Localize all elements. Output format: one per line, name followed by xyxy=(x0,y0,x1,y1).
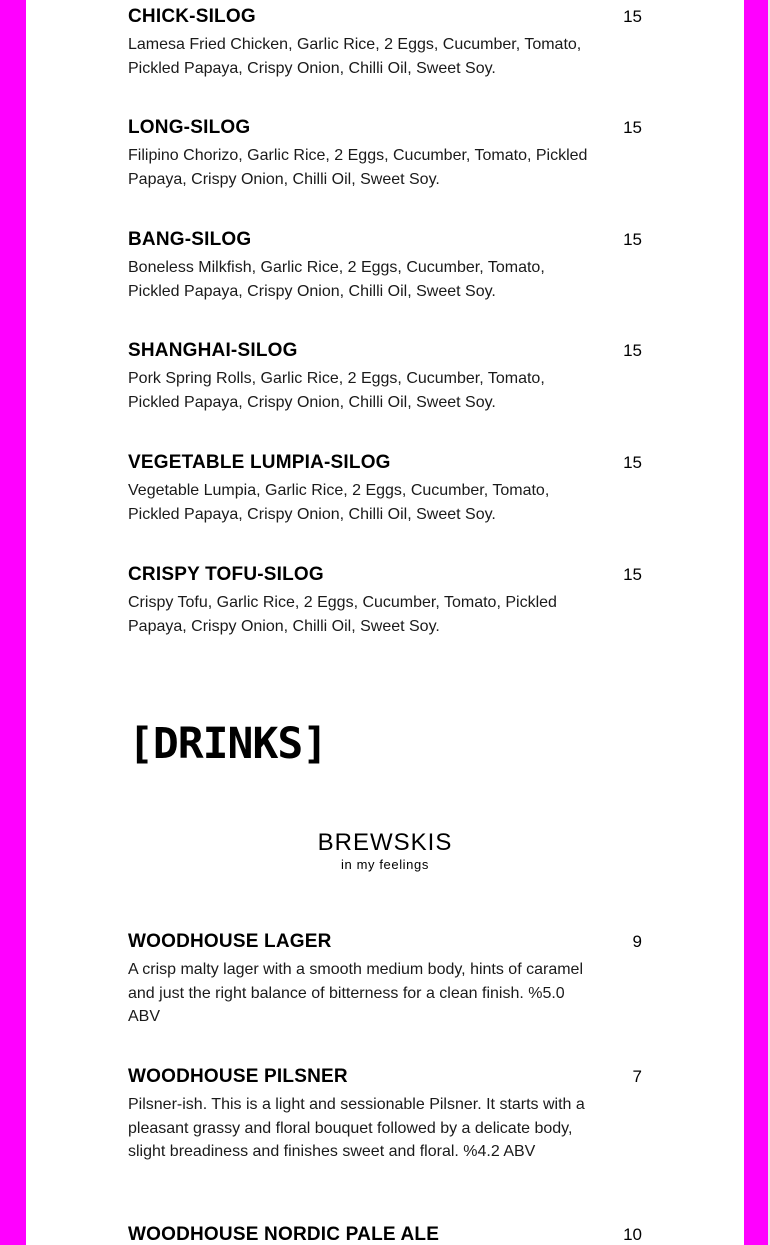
menu-item-description: Boneless Milkfish, Garlic Rice, 2 Eggs, Cucumber, Tomato, Pickled Papaya, Crispy Onion, Chilli Oil, Sweet Soy. xyxy=(128,259,545,300)
menu-item-price: 7 xyxy=(632,1067,642,1086)
menu-page xyxy=(26,0,744,1245)
menu-item-name: WOODHOUSE PILSNER xyxy=(128,1066,348,1087)
menu-item-description: Pork Spring Rolls, Garlic Rice, 2 Eggs, Cucumber, Tomato, Pickled Papaya, Crispy Onion, Chilli Oil, Sweet Soy. xyxy=(128,370,545,411)
menu-item-price: 10 xyxy=(623,1225,642,1244)
menu-item-price: 9 xyxy=(632,932,642,951)
menu-item-description: Pilsner-ish. This is a light and sessionable Pilsner. It starts with a pleasant grassy and floral bouquet followed by a delicate body, slight breadiness and finishes sweet and floral. %4.2 ABV xyxy=(128,1096,585,1160)
menu-item-description: Lamesa Fried Chicken, Garlic Rice, 2 Eggs, Cucumber, Tomato, Pickled Papaya, Crispy Onion, Chilli Oil, Sweet Soy. xyxy=(128,36,582,77)
menu-item-price: 15 xyxy=(623,453,642,472)
menu-item-bang-silog xyxy=(128,229,642,309)
menu-item-name: LONG-SILOG xyxy=(128,117,251,138)
menu-item-description: A crisp malty lager with a smooth medium body, hints of caramel and just the right balance of bitterness for a clean finish. %5.0 ABV xyxy=(128,961,583,1025)
menu-item-price: 15 xyxy=(623,230,642,249)
menu-item-name: CRISPY TOFU-SILOG xyxy=(128,564,324,585)
menu-item-name: BANG-SILOG xyxy=(128,229,252,250)
subsection-header-brewskis xyxy=(26,829,744,873)
menu-item-crispy-tofu-silog xyxy=(128,564,642,644)
subsection-title: BREWSKIS xyxy=(317,829,453,856)
menu-item-name: WOODHOUSE LAGER xyxy=(128,931,332,952)
menu-item-description: Filipino Chorizo, Garlic Rice, 2 Eggs, Cucumber, Tomato, Pickled Papaya, Crispy Onion, Chilli Oil, Sweet Soy. xyxy=(128,147,588,188)
menu-item-price: 15 xyxy=(623,341,642,360)
menu-item-description: Vegetable Lumpia, Garlic Rice, 2 Eggs, Cucumber, Tomato, Pickled Papaya, Crispy Onion, Chilli Oil, Sweet Soy. xyxy=(128,482,550,523)
menu-item-price: 15 xyxy=(623,565,642,584)
menu-item-name: CHICK-SILOG xyxy=(128,6,256,27)
menu-item-price: 15 xyxy=(623,7,642,26)
menu-item-woodhouse-pilsner xyxy=(128,1066,642,1191)
menu-item-long-silog xyxy=(128,117,642,197)
menu-item-woodhouse-nordic-pale-ale xyxy=(128,1224,642,1245)
menu-item-name: WOODHOUSE NORDIC PALE ALE xyxy=(128,1224,440,1245)
menu-item-description: Crispy Tofu, Garlic Rice, 2 Eggs, Cucumber, Tomato, Pickled Papaya, Crispy Onion, Chilli Oil, Sweet Soy. xyxy=(128,594,557,635)
menu-item-vegetable-lumpia-silog xyxy=(128,452,642,532)
menu-item-name: SHANGHAI-SILOG xyxy=(128,340,298,361)
menu-item-shanghai-silog xyxy=(128,340,642,420)
menu-item-woodhouse-lager xyxy=(128,931,642,1031)
subsection-tagline: in my feelings xyxy=(341,857,429,872)
menu-item-price: 15 xyxy=(623,118,642,137)
menu-item-name: VEGETABLE LUMPIA-SILOG xyxy=(128,452,391,473)
menu-item-chick-silog xyxy=(128,6,642,86)
section-title-drinks: [DRINKS] xyxy=(128,719,328,769)
